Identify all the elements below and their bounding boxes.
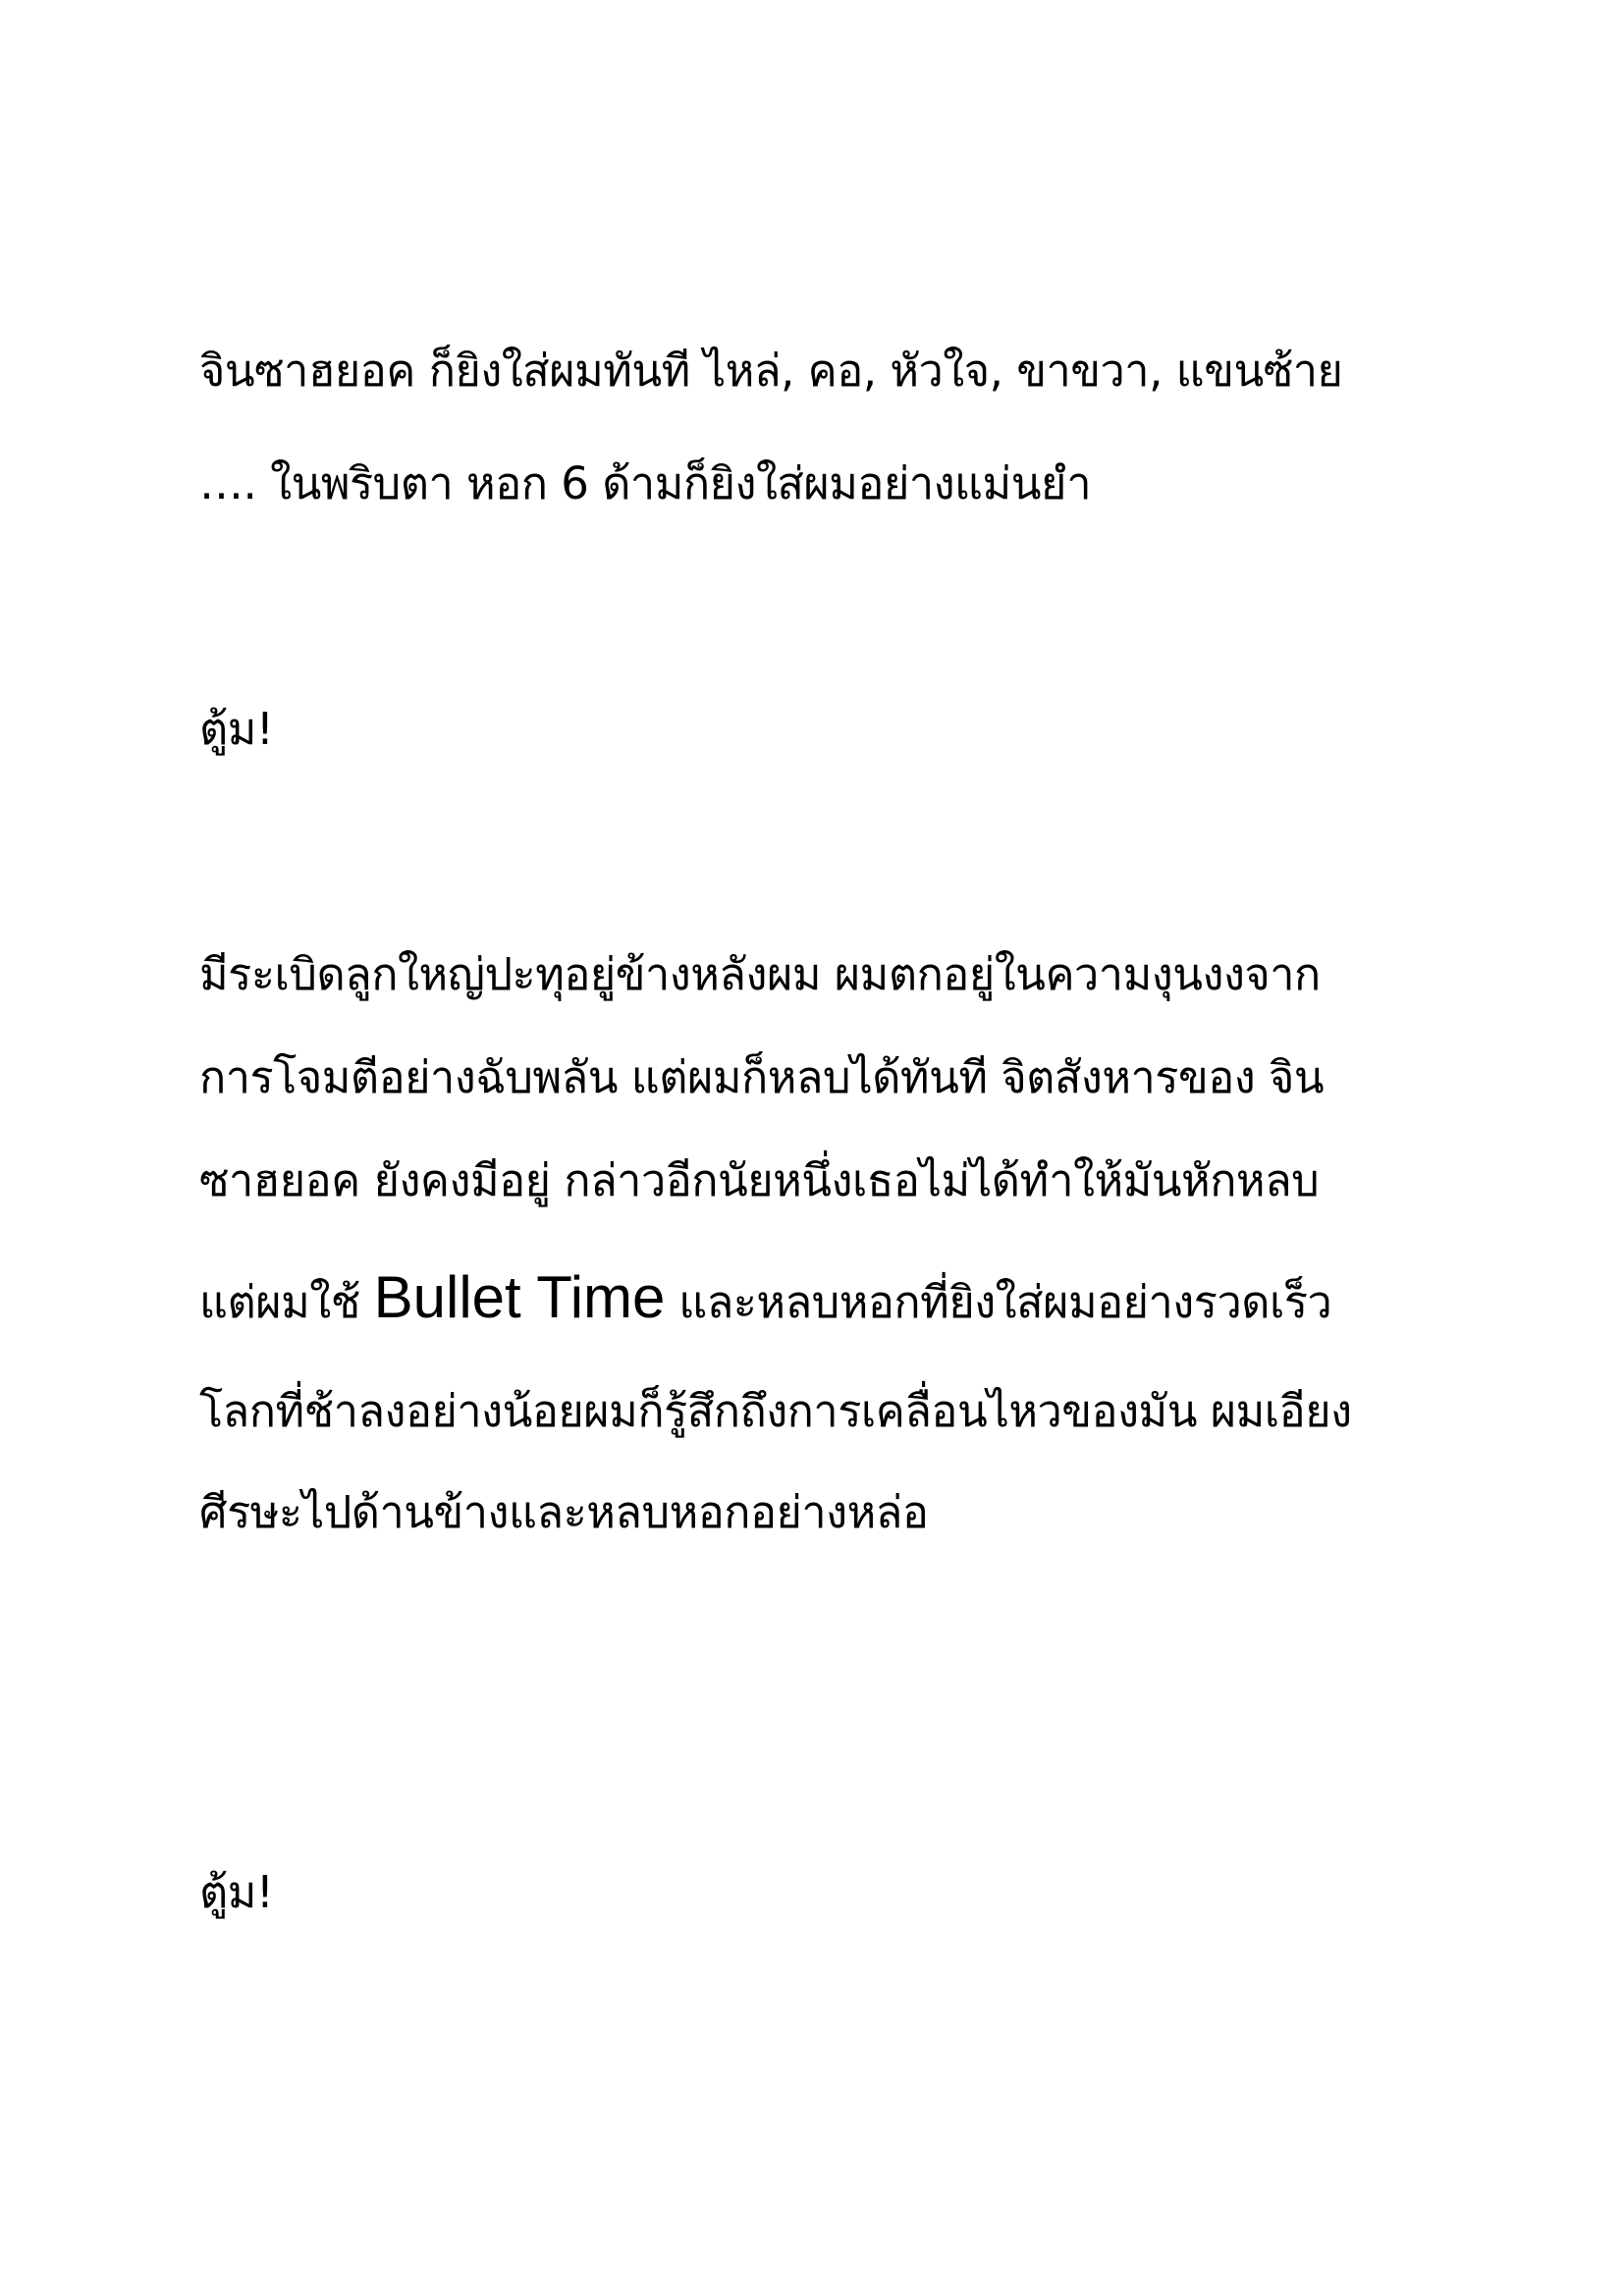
paragraph-1-line-1: จินซาฮยอค ก็ยิงใส่ผมทันที ไหล่, คอ, หัวใจ, ขาขวา, แขนซ้าย xyxy=(199,345,1343,397)
paragraph-3-line-5: โลกที่ช้าลงอย่างน้อยผมก็รู้สึกถึงการเคลื่อนไหวของมัน ผมเอียง xyxy=(199,1385,1352,1437)
paragraph-3-line-3: ซาฮยอค ยังคงมีอยู่ กล่าวอีกนัยหนึ่งเธอไม่ได้ทำให้มันหักหลบ xyxy=(199,1154,1320,1206)
bullet-time-emphasis: Bullet Time xyxy=(373,1264,666,1330)
paragraph-1-line-2: …. ในพริบตา หอก 6 ด้ามก็ยิงใส่ผมอย่างแม่นยำ xyxy=(199,457,1092,509)
paragraph-3-line-6: ศีรษะไปด้านข้างและหลบหอกอย่างหล่อ xyxy=(199,1486,929,1538)
line-4-after: และหลบหอกที่ยิงใส่ผมอย่างรวดเร็ว xyxy=(678,1276,1332,1328)
paragraph-3-line-1: มีระเบิดลูกใหญ่ปะทุอยู่ข้างหลังผม ผมตกอยู่ในความงุนงงจาก xyxy=(199,948,1321,1000)
paragraph-3-line-2: การโจมตีอย่างฉับพลัน แต่ผมก็หลบได้ทันที จิตสังหารของ จิน xyxy=(199,1051,1325,1103)
paragraph-3-line-4 xyxy=(199,1264,1332,1330)
sound-effect-boom-2: ตู้ม! xyxy=(199,1866,274,1918)
sound-effect-boom-1: ตู้ม! xyxy=(199,703,274,755)
line-4-before: แต่ผมใช้ xyxy=(199,1276,360,1328)
